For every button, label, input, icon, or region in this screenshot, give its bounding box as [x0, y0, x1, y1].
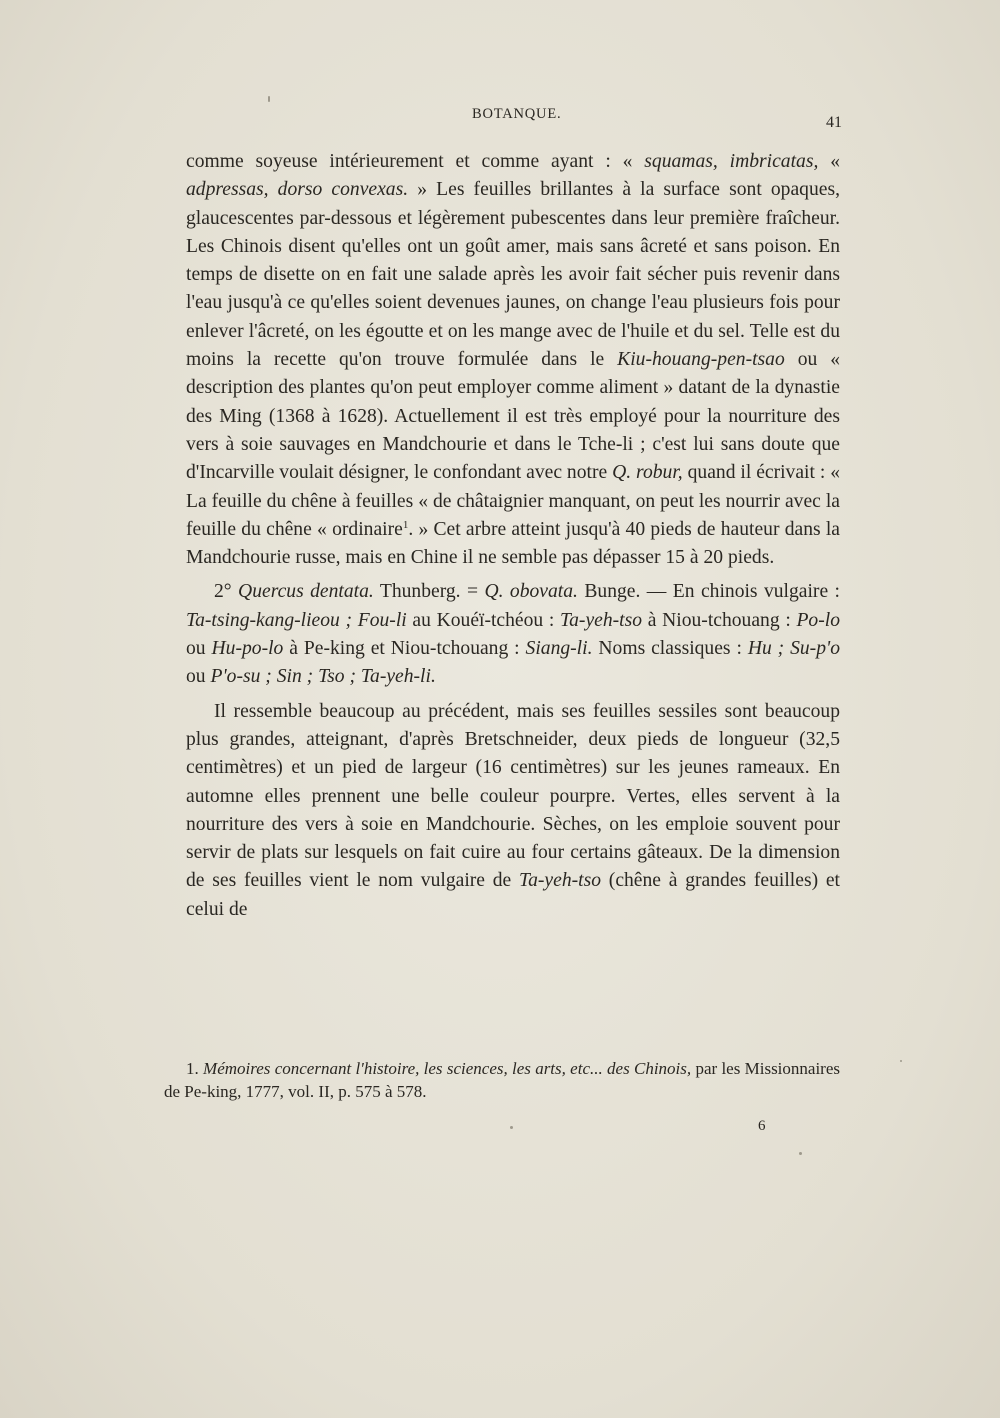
- italic-text: squamas, imbricatas,: [644, 151, 819, 172]
- italic-text: Q. obovata.: [484, 581, 578, 603]
- italic-text: adpressas, dorso convexas.: [186, 179, 409, 201]
- text-run: comme soyeuse intérieurement et comme ayant : «: [186, 151, 645, 172]
- text-run: quand il écrivait : « La feuille du chêne à feuilles « de châtaignier manquant, on peut les nourrir avec la feuille du chêne « ordinaire: [186, 462, 840, 540]
- text-run: . » Cet arbre atteint jusqu'à 40 pieds de hauteur dans la Mandchourie russe, mais en Chine il ne semble pas dépasser 15 à 20 pieds.: [186, 518, 841, 569]
- page-number: 41: [826, 114, 842, 131]
- paragraph-3: [186, 698, 840, 924]
- text-run: ou: [186, 638, 212, 660]
- text-run: à Pe-king et Niou-tchouang :: [283, 638, 526, 660]
- speck: [900, 1060, 902, 1062]
- italic-text: Mémoires concernant l'histoire, les sciences, les arts, etc... des Chinois,: [203, 1059, 692, 1078]
- signature-mark: 6: [758, 1118, 766, 1134]
- italic-text: Ta-tsing-kang-lieou ; Fou-li: [186, 609, 407, 631]
- footnote: [164, 1057, 840, 1103]
- text-run: » Les feuilles brillantes à la surface sont opaques, glaucescentes par-dessous et légèrement pubescentes dans leur première fraîcheur. Les Chinois disent qu'elles ont un goût amer, mais sans âcreté et sans poison. En temps de disette on en fait une salade après les avoir fait sécher puis revenir dans l'eau jusqu'à ce qu'elles soient devenues jaunes, on change l'eau plusieurs fois pour enlever l'âcreté, on les égoutte et on les mange avec de l'huile et du sel. Telle est du moins la recette qu'on trouve formulée dans le: [186, 179, 840, 371]
- text-run: (chêne à grandes feuilles) et celui de: [186, 870, 840, 920]
- italic-text: Hu ; Su-p'o: [747, 638, 840, 660]
- text-run: Thunberg. =: [373, 581, 485, 603]
- text-run: ou « description des plantes qu'on peut employer comme aliment » datant de la dynastie des Ming (1368 à 1628). Actuellement il est très employé pour la nourriture des vers à soie sauvages en Mandchourie et dans le Tche-li ; c'est lui sans doute que d'Incarville voulait désigner, le confondant avec notre: [186, 349, 841, 484]
- italic-text: Siang-li.: [525, 638, 593, 660]
- italic-text: Ta-yeh-tso: [519, 870, 602, 892]
- body-text: [186, 148, 840, 924]
- text-run: Il ressemble beaucoup au précédent, mais ses feuilles sessiles sont beaucoup plus grandes, atteignant, d'après Bretschneider, deux pieds de longueur (32,5 centimètres) et un pied de largeur (16 centimètres) sur les jeunes rameaux. En automne elles prennent une belle couleur pourpre. Vertes, elles servent à la nourriture des vers à soie en Mandchourie. Sèches, on les emploie souvent pour servir de plats sur lesquels on fait cuire au four certains gâteaux. De la dimension de ses feuilles vient le nom vulgaire de: [186, 700, 840, 892]
- footnote-ref: 1: [402, 518, 409, 531]
- speck: [510, 1126, 513, 1129]
- running-head: BOTANQUE.: [472, 106, 562, 122]
- paragraph-1: [186, 148, 840, 572]
- text-run: ou: [186, 666, 211, 688]
- text-run: à Niou-tchouang :: [642, 609, 797, 631]
- text-run: au Kouéï-tchéou :: [406, 609, 561, 631]
- text-run: 2°: [214, 581, 239, 603]
- text-run: «: [818, 151, 840, 172]
- paragraph-2: [186, 578, 840, 691]
- text-run: 1.: [186, 1059, 204, 1078]
- speck: [268, 96, 270, 102]
- italic-text: Hu-po-lo: [211, 638, 284, 660]
- page-header: [0, 106, 1000, 130]
- italic-text: Quercus dentata.: [238, 581, 374, 603]
- speck: [799, 1152, 802, 1155]
- italic-text: Ta-yeh-tso: [560, 609, 643, 631]
- italic-text: Po-lo: [796, 609, 840, 631]
- italic-text: Kiu-houang-pen-tsao: [617, 349, 785, 371]
- italic-text: P'o-su ; Sin ; Tso ; Ta-yeh-li.: [210, 666, 436, 688]
- text-run: Bunge. — En chinois vulgaire :: [577, 581, 841, 603]
- italic-text: Q. robur,: [612, 462, 683, 484]
- text-run: Noms classiques :: [592, 638, 748, 660]
- text-run: par les Missionnaires de Pe-king, 1777, vol. II, p. 575 à 578.: [164, 1059, 841, 1101]
